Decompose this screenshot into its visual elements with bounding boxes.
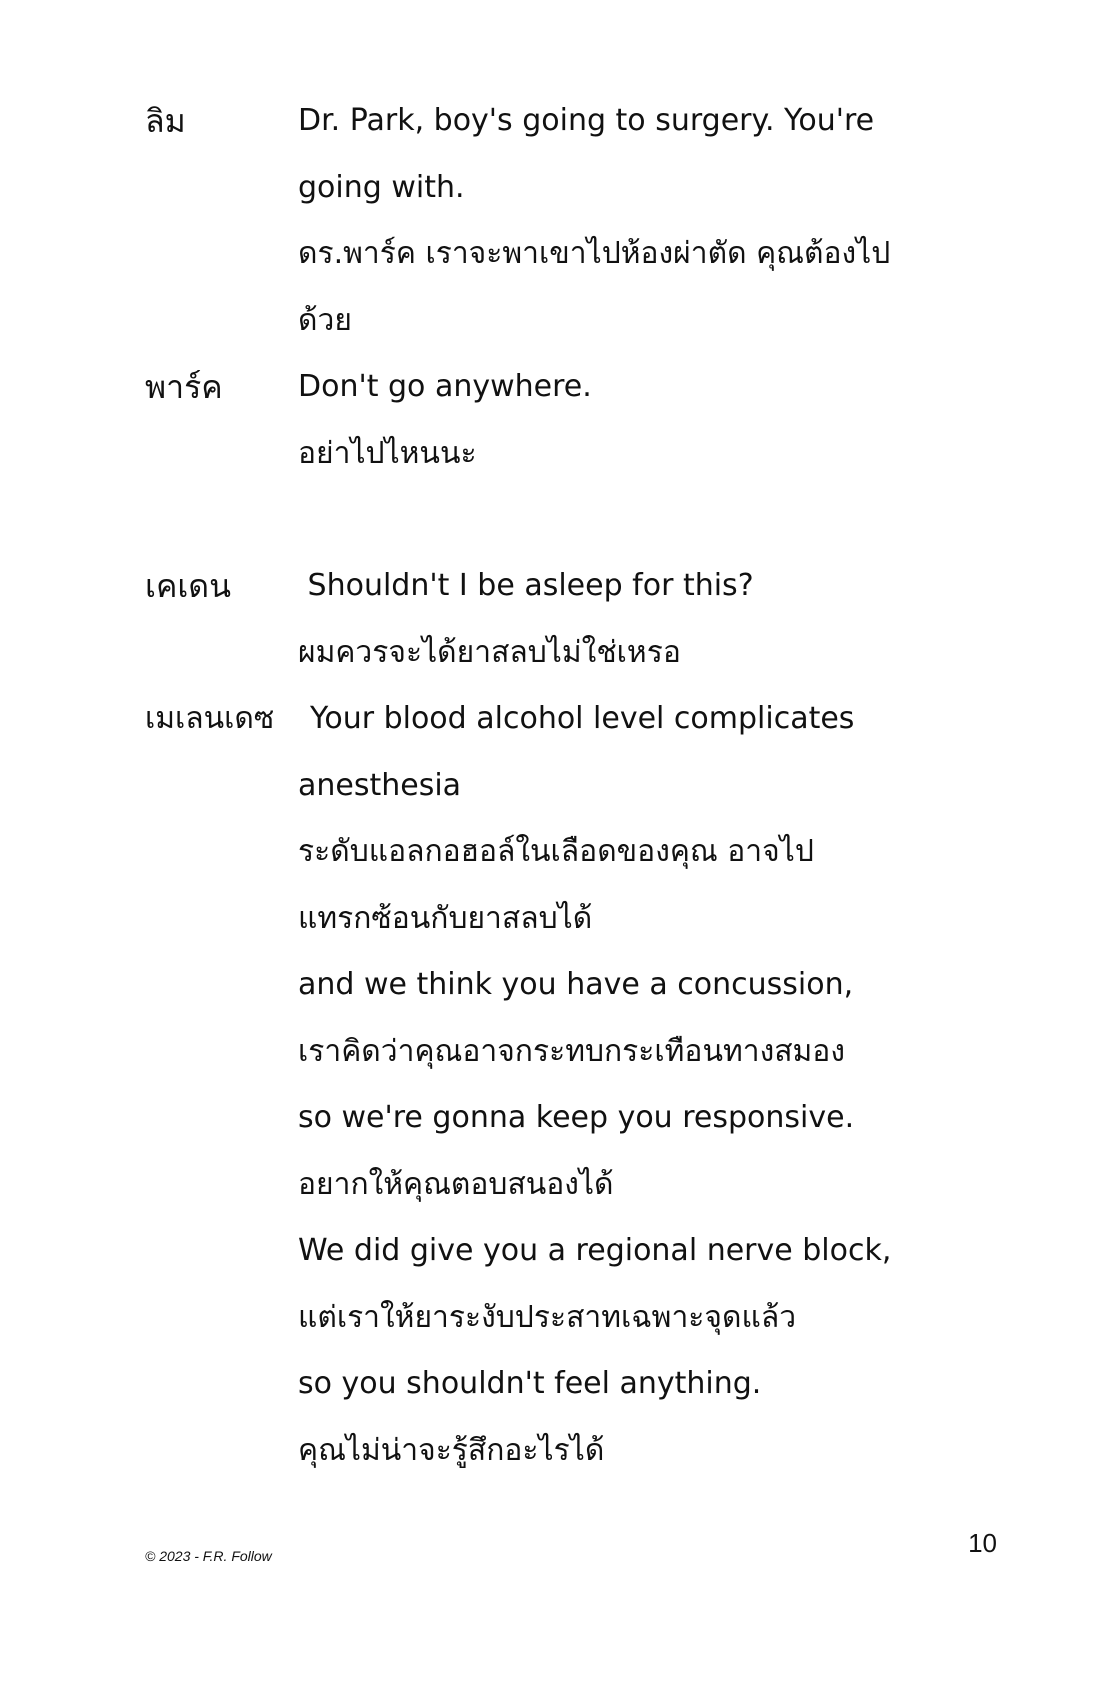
dialogue-lines	[298, 354, 1018, 487]
dialogue-line: อย่าไปไหนนะ	[298, 435, 477, 471]
dialogue-line: แต่เราให้ยาระงับประสาทเฉพาะจุดแล้ว	[298, 1299, 797, 1335]
speaker-name: ลิม	[145, 102, 186, 140]
dialogue-line: so you shouldn't feel anything.	[298, 1366, 762, 1401]
dialogue-line: ผมควรจะได้ยาสลบไม่ใช่เหรอ	[298, 634, 681, 670]
page-number: 10	[968, 1528, 997, 1558]
copyright-notice: © 2023 - F.R. Follow	[145, 1548, 272, 1564]
dialogue-line: Don't go anywhere.	[298, 369, 592, 404]
dialogue-line: ระดับแอลกอฮอล์ในเลือดของคุณ อาจไป	[298, 834, 814, 869]
dialogue-line: แทรกซ้อนกับยาสลบได้	[298, 900, 593, 936]
dialogue-line: ดร.พาร์ค เราจะพาเขาไปห้องผ่าตัด คุณต้องไป	[298, 236, 891, 271]
dialogue-lines	[310, 686, 1030, 753]
dialogue-line: We did give you a regional nerve block,	[298, 1233, 892, 1268]
speaker-name: เมเลนเดซ	[145, 701, 275, 736]
dialogue-line: and we think you have a concussion,	[298, 967, 854, 1002]
dialogue-lines	[298, 88, 1018, 354]
dialogue-line: Your blood alcohol level complicates	[310, 701, 855, 736]
dialogue-line: เราคิดว่าคุณอาจกระทบกระเทือนทางสมอง	[298, 1033, 845, 1069]
dialogue-lines-continued	[298, 753, 1018, 1485]
dialogue-line: so we're gonna keep you responsive.	[298, 1100, 855, 1135]
dialogue-line: Shouldn't I be asleep for this?	[298, 568, 754, 603]
dialogue-line: อยากให้คุณตอบสนองได้	[298, 1166, 614, 1202]
dialogue-line: ด้วย	[298, 302, 352, 338]
speaker-name: เคเดน	[145, 567, 231, 605]
speaker-name: พาร์ค	[145, 368, 223, 406]
dialogue-lines	[298, 553, 1018, 686]
dialogue-line: คุณไม่น่าจะรู้สึกอะไรได้	[298, 1432, 605, 1468]
dialogue-line: Dr. Park, boy's going to surgery. You're	[298, 103, 875, 138]
dialogue-line: anesthesia	[298, 767, 462, 803]
dialogue-line: going with.	[298, 169, 465, 205]
